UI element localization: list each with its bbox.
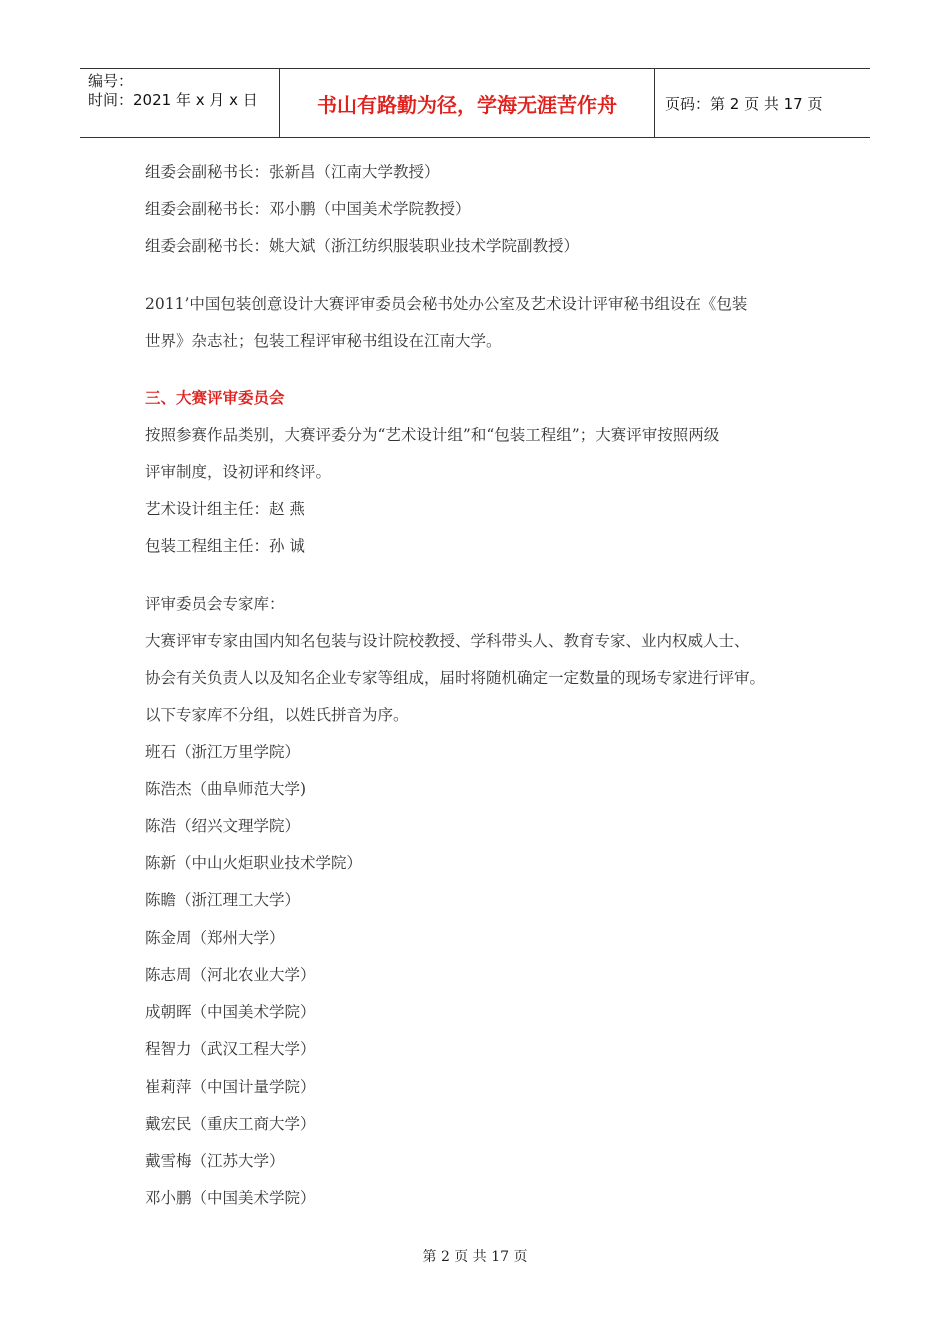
header-number-label: 编号： bbox=[88, 72, 134, 90]
page-header bbox=[80, 68, 870, 138]
expert-list-item: 成朝晖（中国美术学院） bbox=[145, 1003, 316, 1021]
office-paragraph-line: 世界》杂志社；包装工程评审秘书组设在江南大学。 bbox=[145, 332, 502, 350]
expert-list-item: 陈志周（河北农业大学） bbox=[145, 966, 316, 984]
vice-secretary-line: 组委会副秘书长：张新昌（江南大学教授） bbox=[145, 163, 440, 181]
header-meta bbox=[80, 69, 280, 137]
section-title: 三、大赛评审委员会 bbox=[145, 389, 285, 407]
header-motto: 书山有路勤为径，学海无涯苦作舟 bbox=[280, 69, 655, 137]
expert-pool-paragraph-line: 大赛评审专家由国内知名包装与设计院校教授、学科带头人、教育专家、业内权威人士、 bbox=[145, 632, 750, 650]
expert-list-item: 戴雪梅（江苏大学） bbox=[145, 1152, 285, 1170]
section-intro-line: 按照参赛作品类别，大赛评委分为“艺术设计组”和“包装工程组”；大赛评审按照两级 bbox=[145, 426, 720, 444]
engineering-director-line: 包装工程组主任：孙 诚 bbox=[145, 537, 305, 555]
expert-list-item: 陈浩杰（曲阜师范大学) bbox=[145, 780, 307, 798]
expert-list-item: 戴宏民（重庆工商大学） bbox=[145, 1115, 316, 1133]
expert-list-item: 班石（浙江万里学院） bbox=[145, 743, 301, 761]
expert-list-item: 陈新（中山火炬职业技术学院） bbox=[145, 854, 363, 872]
page-footer: 第 2 页 共 17 页 bbox=[422, 1249, 528, 1265]
header-time-label: 时间：2021 年 x 月 x 日 bbox=[88, 91, 258, 109]
expert-pool-label: 评审委员会专家库： bbox=[145, 595, 285, 613]
expert-pool-paragraph-line: 协会有关负责人以及知名企业专家等组成，届时将随机确定一定数量的现场专家进行评审。 bbox=[145, 669, 766, 687]
expert-list-item: 陈瞻（浙江理工大学） bbox=[145, 891, 301, 909]
vice-secretary-line: 组委会副秘书长：姚大斌（浙江纺织服装职业技术学院副教授） bbox=[145, 237, 580, 255]
expert-list-item: 崔莉萍（中国计量学院） bbox=[145, 1078, 316, 1096]
art-director-line: 艺术设计组主任：赵 燕 bbox=[145, 500, 305, 518]
expert-list-item: 邓小鹏（中国美术学院） bbox=[145, 1189, 316, 1207]
office-paragraph-line: 2011’中国包装创意设计大赛评审委员会秘书处办公室及艺术设计评审秘书组设在《包装 bbox=[145, 295, 748, 313]
expert-pool-paragraph-line: 以下专家库不分组，以姓氏拼音为序。 bbox=[145, 706, 409, 724]
section-intro-line: 评审制度，设初评和终评。 bbox=[145, 463, 332, 481]
header-page-label: 页码：第 2 页 共 17 页 bbox=[665, 94, 823, 113]
vice-secretary-line: 组委会副秘书长：邓小鹏（中国美术学院教授） bbox=[145, 200, 471, 218]
expert-list-item: 程智力（武汉工程大学） bbox=[145, 1040, 316, 1058]
expert-list-item: 陈金周（郑州大学） bbox=[145, 929, 285, 947]
expert-list-item: 陈浩（绍兴文理学院） bbox=[145, 817, 301, 835]
